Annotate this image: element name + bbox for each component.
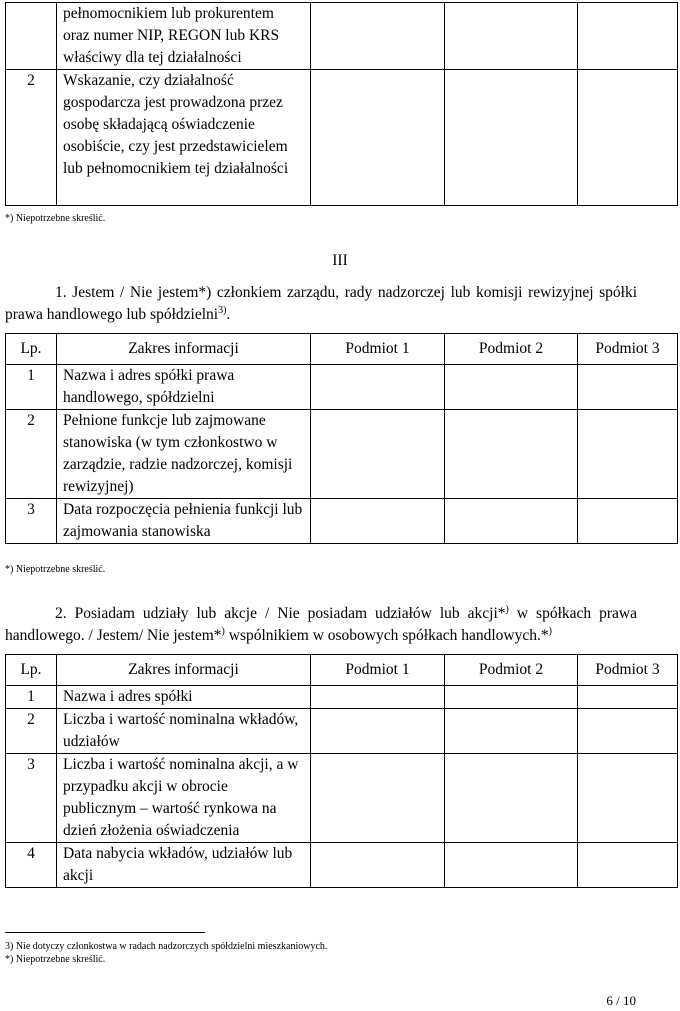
table-row [6, 499, 678, 544]
header-lp: Lp. [6, 655, 57, 686]
footnote-3: 3) Nie dotyczy członkostwa w radach nadzorczych spółdzielni mieszkaniowych. [5, 941, 328, 952]
header-podmiot-1: Podmiot 1 [311, 655, 445, 686]
podmiot-1-cell [311, 843, 445, 888]
lp-cell: 2 [6, 70, 57, 206]
statement-2-part3: wspólnikiem w osobowych spółkach handlowych.* [224, 627, 549, 644]
lp-cell: 1 [6, 365, 57, 410]
info-cell: Nazwa i adres spółki [57, 686, 311, 709]
table-header-row [6, 655, 678, 686]
table-membership [5, 333, 678, 544]
info-cell: pełnomocnikiem lub prokurentem oraz numer NIP, REGON lub KRS właściwy dla tej działalności [57, 3, 311, 70]
podmiot-1-cell [311, 410, 445, 499]
header-zakres: Zakres informacji [57, 334, 311, 365]
table-row [6, 709, 678, 754]
podmiot-2-cell [445, 499, 578, 544]
section-heading: III [332, 252, 348, 269]
info-cell: Liczba i wartość nominalna wkładów, udziałów [57, 709, 311, 754]
table-row [6, 843, 678, 888]
podmiot-3-cell [578, 70, 678, 206]
lp-cell: 3 [6, 754, 57, 843]
footnote-unnecessary-3: *) Niepotrzebne skreślić. [5, 954, 106, 965]
footnote-unnecessary-1: *) Niepotrzebne skreślić. [5, 213, 106, 224]
table-row [6, 3, 678, 70]
lp-cell: 3 [6, 499, 57, 544]
podmiot-2-cell [445, 3, 578, 70]
podmiot-3-cell [578, 709, 678, 754]
lp-cell [6, 3, 57, 70]
podmiot-3-cell [578, 686, 678, 709]
podmiot-3-cell [578, 754, 678, 843]
lp-cell: 2 [6, 410, 57, 499]
page-number: 6 / 10 [606, 993, 636, 1008]
info-cell: Data rozpoczęcia pełnienia funkcji lub zajmowania stanowiska [57, 499, 311, 544]
podmiot-1-cell [311, 3, 445, 70]
footnote-ref: ) [548, 625, 552, 637]
podmiot-1-cell [311, 709, 445, 754]
podmiot-2-cell [445, 709, 578, 754]
header-podmiot-2: Podmiot 2 [445, 655, 578, 686]
podmiot-2-cell [445, 70, 578, 206]
table-row [6, 365, 678, 410]
lp-cell: 4 [6, 843, 57, 888]
lp-cell: 1 [6, 686, 57, 709]
lp-cell: 2 [6, 709, 57, 754]
podmiot-2-cell [445, 843, 578, 888]
podmiot-2-cell [445, 686, 578, 709]
footnote-ref: ) [505, 603, 509, 615]
header-podmiot-3: Podmiot 3 [578, 334, 678, 365]
info-cell: Liczba i wartość nominalna akcji, a w przypadku akcji w obrocie publicznym – wartość rynkowa na dzień złożenia oświadczenia [57, 754, 311, 843]
statement-1 [5, 282, 637, 326]
header-zakres: Zakres informacji [57, 655, 311, 686]
info-cell: Wskazanie, czy działalność gospodarcza jest prowadzona przez osobę składającą oświadczenie osobiście, czy jest przedstawicielem lub pełnomocnikiem tej działalności [57, 70, 311, 206]
podmiot-1-cell [311, 686, 445, 709]
podmiot-1-cell [311, 754, 445, 843]
podmiot-2-cell [445, 754, 578, 843]
footnote-ref: ) [221, 625, 225, 637]
footnote-separator [5, 932, 205, 933]
header-podmiot-1: Podmiot 1 [311, 334, 445, 365]
footnote-unnecessary-2: *) Niepotrzebne skreślić. [5, 564, 106, 575]
info-cell: Nazwa i adres spółki prawa handlowego, spółdzielni [57, 365, 311, 410]
podmiot-1-cell [311, 70, 445, 206]
table-shares [5, 654, 678, 888]
podmiot-2-cell [445, 410, 578, 499]
info-cell: Data nabycia wkładów, udziałów lub akcji [57, 843, 311, 888]
podmiot-1-cell [311, 365, 445, 410]
podmiot-3-cell [578, 843, 678, 888]
podmiot-3-cell [578, 3, 678, 70]
table-top-continuation [5, 2, 678, 206]
podmiot-3-cell [578, 499, 678, 544]
header-podmiot-2: Podmiot 2 [445, 334, 578, 365]
table-row [6, 754, 678, 843]
table-header-row [6, 334, 678, 365]
statement-1-end: . [226, 306, 231, 323]
statement-1-text: 1. Jestem / Nie jestem*) członkiem zarządu, rady nadzorczej lub komisji rewizyjnej spółki prawa handlowego lub spółdzielni [5, 284, 637, 323]
podmiot-3-cell [578, 365, 678, 410]
header-podmiot-3: Podmiot 3 [578, 655, 678, 686]
statement-2 [5, 603, 637, 647]
info-cell: Pełnione funkcje lub zajmowane stanowiska (w tym członkostwo w zarządzie, radzie nadzorczej, komisji rewizyjnej) [57, 410, 311, 499]
podmiot-1-cell [311, 499, 445, 544]
statement-2-part1: 2. Posiadam udziały lub akcje / Nie posiadam udziałów lub akcji* [55, 605, 506, 622]
table-row [6, 70, 678, 206]
header-lp: Lp. [6, 334, 57, 365]
table-row [6, 686, 678, 709]
podmiot-2-cell [445, 365, 578, 410]
podmiot-3-cell [578, 410, 678, 499]
table-row [6, 410, 678, 499]
statement-2-part2: w spółkach prawa handlowego. / Jestem/ Nie jestem* [5, 605, 638, 644]
footnote-ref: 3) [218, 304, 227, 316]
